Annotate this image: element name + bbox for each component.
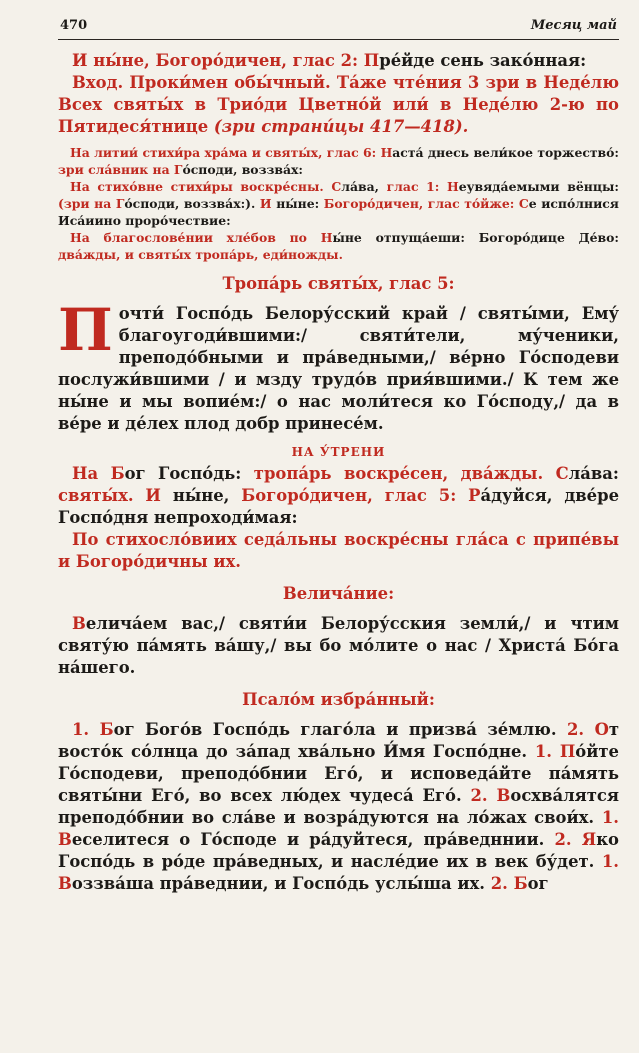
verse-initial: Б: [99, 720, 114, 739]
running-title: Месяц май: [530, 18, 617, 33]
page-header: [58, 18, 619, 39]
verse-initial: В: [58, 874, 72, 893]
verse-text: ог: [527, 874, 549, 893]
header-rule: [58, 39, 619, 40]
matins-rubric: На Бог Госпо́дь: тропа́рь воскре́сен, два́жды. Сла́ва: святы́х. И ны́не, Богоро́дичен, глас 5: Ра́дуйся, две́ре Госпо́дня непроходи́мая:: [58, 464, 619, 527]
psalm-text: [58, 719, 619, 895]
verse-number: 2.: [490, 874, 514, 893]
verse-text: ко Госпо́дь в ро́де пра́ведных, и насле́дие их в век бу́дет.: [58, 830, 619, 871]
verse-number: 2.: [567, 720, 595, 739]
verse-initial: Я: [581, 830, 597, 849]
verse-number: 1.: [601, 852, 619, 871]
matins-heading: НА У́ТРЕНИ: [291, 445, 386, 459]
theotokion-line: И ны́не, Богоро́дичен, глас 2: Пре́йде сень зако́нная:: [72, 51, 587, 70]
verse-number: 2.: [554, 830, 582, 849]
verse-number: 1.: [534, 742, 560, 761]
magnification-text: Велича́ем вас,/ святи́и Белору́сския земли́,/ и чтим святу́ю па́мять ва́шу,/ вы бо мо́лите о нас / Христа́ Бо́га на́шего.: [58, 614, 619, 677]
verse-initial: О: [594, 720, 609, 739]
verse-number: 2.: [470, 786, 497, 805]
verse-text: осхва́лятся преподо́бнии во сла́ве и возра́дуются на ло́жах свои́х.: [58, 786, 619, 827]
verse-text: ог Бого́в Госпо́дь глаго́ла и призва́ зе́млю.: [113, 720, 567, 739]
matins-block: [58, 463, 619, 573]
entrance-line: Вход. Проки́мен обы́чный. Та́же чте́ния 3 зри в Неде́лю Всех святы́х в Трио́ди Цветно́й или́ в Неде́лю 2-ю по Пятидеся́тнице (зри страни́цы 417—418).: [58, 73, 619, 136]
psalm-verse: [72, 720, 567, 739]
verse-initial: В: [496, 786, 511, 805]
vespers-block: [58, 50, 619, 138]
litia-block: [58, 144, 619, 263]
drop-cap: П: [58, 296, 113, 364]
troparion-heading: Тропа́рь святы́х, глас 5:: [222, 274, 455, 293]
verse-number: 1.: [72, 720, 100, 739]
litia-paragraph: На литии́ стихи́ра хра́ма и святы́х, глас 6: Наста́ днесь вели́кое торжество́: зри сла́вник на Го́споди, воззва́х:: [58, 145, 619, 177]
verse-initial: П: [559, 742, 576, 761]
psalm-verse: [491, 874, 549, 893]
verse-text: оззва́ша пра́веднии, и Госпо́дь услы́ша их.: [71, 874, 491, 893]
page-number: 470: [60, 18, 88, 33]
psalm-verses: [58, 719, 619, 895]
verse-text: о́йте Го́сподеви, преподо́бнии Его́, и исповеда́йте па́мять святы́ни Его́, во всех лю́дех чудеса́ Его́.: [58, 742, 619, 805]
troparion-text: Почти́ Госпо́дь Белору́сский край / святы́ми, Ему́ благоугоди́вшими:/ святи́тели, му́ченики, преподо́бными и пра́ведными,/ ве́рно Го́сподеви послужи́вшими / и мзду трудо́в прия́вшими./ К тем же ны́не и мы вопие́м:/ о нас моли́теся ко Го́споду,/ да в ве́ре и де́лех плод добр принесе́м.: [58, 296, 619, 433]
aposticha-paragraph: На стихо́вне стихи́ры воскре́сны. Сла́ва, глас 1: Неувяда́емыми вёнцы: (зри на Го́споди, воззва́х:). И ны́не: Богоро́дичен, глас то́йже: Се испо́лнися Иса́иино проро́чествие:: [58, 179, 619, 228]
sedalens-rubric: По стихосло́виих седа́льны воскре́сны гла́са с припе́вы и Богоро́дичны их.: [58, 530, 619, 571]
bread-blessing-paragraph: На благослове́нии хле́бов по Ны́не отпуща́еши: Богоро́дице Де́во: два́жды, и святы́х тропа́рь, еди́ножды.: [58, 230, 619, 262]
verse-number: 1.: [601, 808, 619, 827]
verse-text: еселитеся о Го́споде и ра́дуйтеся, пра́ведннии.: [71, 830, 555, 849]
psalm-heading: Псало́м избра́нный:: [242, 690, 435, 709]
verse-initial: Б: [513, 874, 528, 893]
magnification-heading: Велича́ние:: [282, 584, 395, 603]
verse-initial: В: [58, 830, 72, 849]
verse-text: т восто́к со́лнца до за́пад хва́льно И́мя Госпо́дне.: [58, 720, 619, 761]
